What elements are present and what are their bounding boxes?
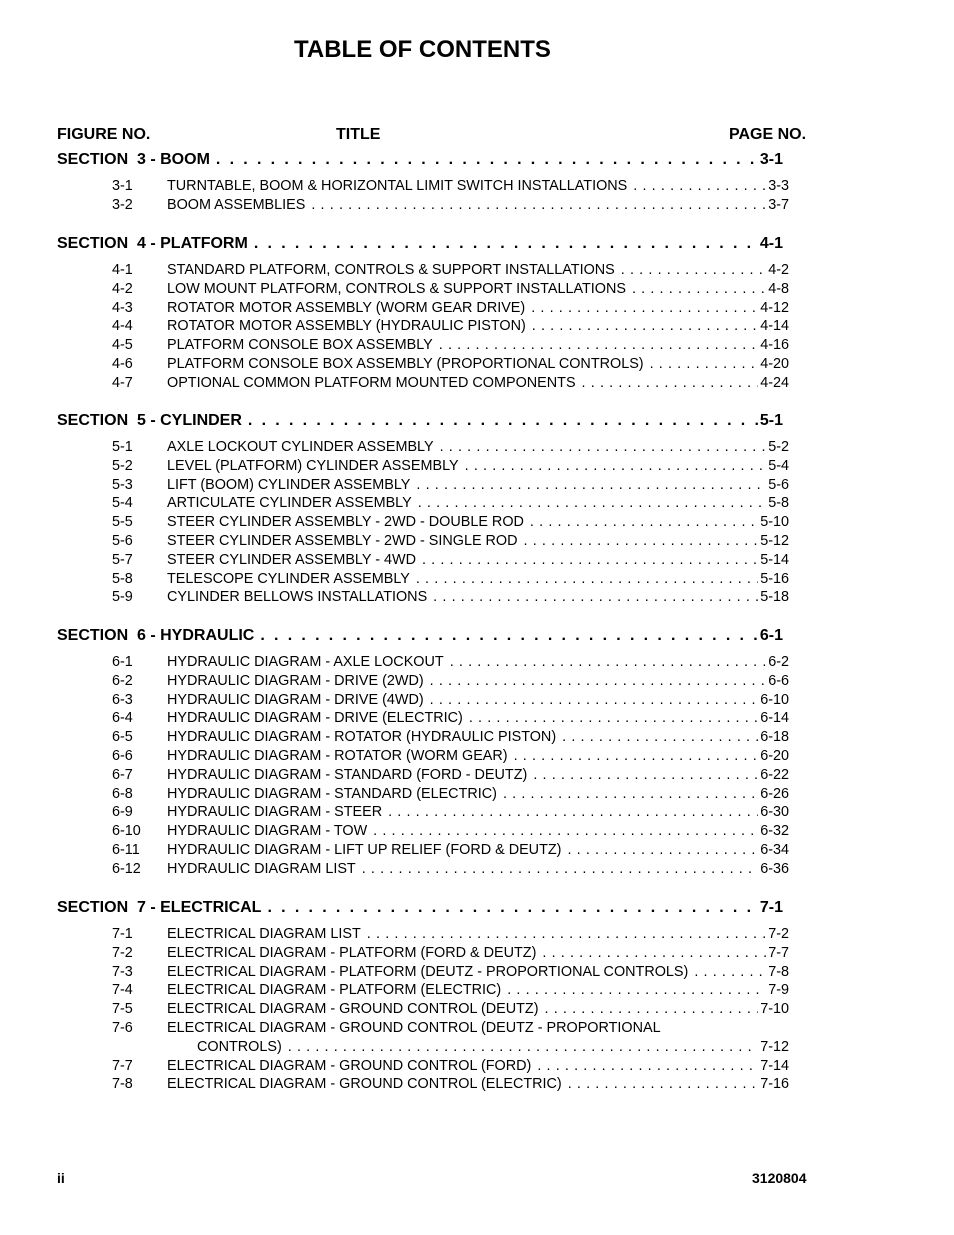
figure-title: TELESCOPE CYLINDER ASSEMBLY bbox=[167, 570, 410, 587]
figure-page-number: 5-18 bbox=[760, 589, 789, 606]
figure-number: 5-6 bbox=[112, 533, 133, 549]
figure-title: STEER CYLINDER ASSEMBLY - 2WD - DOUBLE ROD bbox=[167, 514, 524, 531]
toc-entry[interactable] bbox=[112, 691, 789, 709]
figure-page-number: 7-14 bbox=[760, 1057, 789, 1074]
section-heading[interactable] bbox=[57, 150, 783, 170]
figure-page-number: 5-2 bbox=[768, 439, 789, 455]
figure-title: HYDRAULIC DIAGRAM - DRIVE (ELECTRIC) bbox=[167, 710, 463, 727]
dot-leader bbox=[465, 457, 767, 475]
figure-title: ELECTRICAL DIAGRAM - GROUND CONTROL (FORD) bbox=[167, 1057, 532, 1074]
figure-title: ELECTRICAL DIAGRAM LIST bbox=[167, 926, 361, 942]
section-label: SECTION 7 - ELECTRICAL bbox=[57, 899, 262, 916]
dot-leader bbox=[562, 728, 758, 746]
dot-leader bbox=[418, 494, 766, 512]
dot-leader bbox=[440, 438, 767, 456]
figure-number: 4-7 bbox=[112, 374, 133, 391]
section-label: SECTION 6 - HYDRAULIC bbox=[57, 627, 255, 644]
figure-number: 4-6 bbox=[112, 356, 133, 372]
figure-title: ELECTRICAL DIAGRAM - GROUND CONTROL (DEUTZ - PROPORTIONAL bbox=[167, 1020, 661, 1036]
dot-leader bbox=[533, 766, 758, 784]
figure-page-number: 3-3 bbox=[768, 178, 789, 194]
toc-entry[interactable] bbox=[112, 963, 789, 981]
dot-leader bbox=[530, 513, 758, 531]
toc-entry[interactable] bbox=[112, 747, 789, 765]
figure-number: 6-7 bbox=[112, 766, 133, 783]
figure-number: 4-3 bbox=[112, 299, 133, 316]
column-header-page: PAGE NO. bbox=[729, 126, 807, 143]
figure-number: 7-7 bbox=[112, 1057, 133, 1074]
figure-number: 6-9 bbox=[112, 804, 133, 821]
dot-leader bbox=[416, 570, 758, 588]
section-page-number: 4-1 bbox=[759, 235, 783, 252]
figure-title: HYDRAULIC DIAGRAM - AXLE LOCKOUT bbox=[167, 654, 444, 670]
dot-leader bbox=[621, 261, 766, 279]
page-title: TABLE OF CONTENTS bbox=[294, 36, 551, 63]
dot-leader bbox=[545, 1000, 759, 1018]
figure-number: 4-1 bbox=[112, 262, 133, 278]
figure-page-number: 3-7 bbox=[768, 196, 789, 213]
figure-page-number: 6-10 bbox=[760, 691, 789, 708]
figure-number: 7-5 bbox=[112, 1001, 133, 1018]
figure-title: LIFT (BOOM) CYLINDER ASSEMBLY bbox=[167, 476, 411, 493]
dot-leader bbox=[388, 803, 758, 821]
figure-page-number: 7-2 bbox=[768, 926, 789, 942]
dot-leader bbox=[254, 234, 758, 254]
figure-number: 5-9 bbox=[112, 589, 133, 606]
figure-page-number: 5-6 bbox=[768, 476, 789, 493]
dot-leader bbox=[433, 588, 758, 606]
dot-leader bbox=[430, 691, 759, 709]
figure-number: 6-10 bbox=[112, 823, 141, 840]
figure-page-number: 6-26 bbox=[760, 785, 789, 802]
dot-leader bbox=[267, 898, 757, 918]
figure-page-number: 6-34 bbox=[760, 842, 789, 858]
figure-page-number: 5-12 bbox=[760, 533, 789, 549]
figure-title: BOOM ASSEMBLIES bbox=[167, 196, 306, 213]
dot-leader bbox=[469, 709, 758, 727]
figure-title: HYDRAULIC DIAGRAM - ROTATOR (HYDRAULIC PISTON) bbox=[167, 729, 557, 746]
footer-document-number: 3120804 bbox=[752, 1170, 807, 1186]
figure-title: STANDARD PLATFORM, CONTROLS & SUPPORT INSTALLATIONS bbox=[167, 262, 615, 278]
toc-entry[interactable] bbox=[112, 317, 789, 335]
dot-leader bbox=[248, 411, 758, 431]
figure-page-number: 7-8 bbox=[768, 963, 789, 980]
figure-title: ROTATOR MOTOR ASSEMBLY (WORM GEAR DRIVE) bbox=[167, 299, 526, 316]
section-heading[interactable] bbox=[57, 898, 783, 918]
dot-leader bbox=[416, 476, 766, 494]
figure-title: HYDRAULIC DIAGRAM - TOW bbox=[167, 823, 368, 840]
toc-entry[interactable] bbox=[112, 841, 789, 859]
figure-page-number: 6-6 bbox=[768, 672, 789, 689]
figure-title: HYDRAULIC DIAGRAM - DRIVE (4WD) bbox=[167, 691, 424, 708]
dot-leader bbox=[514, 747, 759, 765]
toc-entry[interactable] bbox=[112, 785, 789, 803]
figure-title: STEER CYLINDER ASSEMBLY - 2WD - SINGLE ROD bbox=[167, 533, 518, 549]
dot-leader bbox=[216, 150, 758, 170]
figure-title: ELECTRICAL DIAGRAM - GROUND CONTROL (DEUTZ) bbox=[167, 1001, 539, 1018]
figure-page-number: 5-4 bbox=[768, 457, 789, 474]
figure-title: HYDRAULIC DIAGRAM - DRIVE (2WD) bbox=[167, 672, 424, 689]
dot-leader bbox=[288, 1038, 758, 1056]
figure-page-number: 5-16 bbox=[760, 570, 789, 587]
figure-page-number: 6-2 bbox=[768, 654, 789, 670]
figure-title: ELECTRICAL DIAGRAM - PLATFORM (DEUTZ - PROPORTIONAL CONTROLS) bbox=[167, 963, 689, 980]
figure-page-number: 6-18 bbox=[760, 729, 789, 746]
figure-page-number: 7-9 bbox=[768, 982, 789, 999]
figure-title: HYDRAULIC DIAGRAM - STANDARD (FORD - DEUTZ) bbox=[167, 766, 528, 783]
dot-leader bbox=[422, 551, 758, 569]
figure-title: HYDRAULIC DIAGRAM - STANDARD (ELECTRIC) bbox=[167, 785, 497, 802]
section-label: SECTION 5 - CYLINDER bbox=[57, 412, 242, 429]
toc-entry[interactable] bbox=[112, 728, 789, 746]
figure-title: HYDRAULIC DIAGRAM LIST bbox=[167, 860, 356, 877]
dot-leader bbox=[531, 299, 758, 317]
column-header-figure: FIGURE NO. bbox=[57, 126, 151, 143]
toc-entry[interactable] bbox=[112, 177, 789, 195]
figure-page-number: 4-12 bbox=[760, 299, 789, 316]
figure-number: 5-8 bbox=[112, 570, 133, 587]
toc-entry[interactable] bbox=[112, 925, 789, 943]
figure-number: 7-8 bbox=[112, 1076, 133, 1093]
toc-entry[interactable] bbox=[112, 822, 789, 840]
dot-leader bbox=[633, 177, 766, 195]
toc-entry[interactable] bbox=[112, 1075, 789, 1093]
figure-page-number: 5-10 bbox=[760, 514, 789, 531]
figure-page-number: 6-30 bbox=[760, 804, 789, 821]
figure-number: 7-6 bbox=[112, 1020, 133, 1036]
dot-leader bbox=[450, 653, 767, 671]
toc-entry[interactable] bbox=[112, 672, 789, 690]
toc-entry[interactable] bbox=[112, 766, 789, 784]
dot-leader bbox=[373, 822, 758, 840]
figure-number: 5-4 bbox=[112, 495, 133, 512]
dot-leader bbox=[367, 925, 766, 943]
toc-entry[interactable] bbox=[112, 261, 789, 279]
toc-entry[interactable] bbox=[112, 494, 789, 512]
figure-title: CYLINDER BELLOWS INSTALLATIONS bbox=[167, 589, 428, 606]
toc-entry[interactable] bbox=[112, 551, 789, 569]
dot-leader bbox=[311, 196, 766, 214]
figure-title: ARTICULATE CYLINDER ASSEMBLY bbox=[167, 495, 412, 512]
toc-entry[interactable] bbox=[112, 374, 789, 392]
dot-leader bbox=[632, 280, 766, 298]
toc-entry[interactable] bbox=[112, 653, 789, 671]
section-heading[interactable] bbox=[57, 626, 783, 646]
dot-leader bbox=[567, 841, 758, 859]
dot-leader bbox=[542, 944, 766, 962]
figure-number: 6-2 bbox=[112, 672, 133, 689]
figure-page-number: 7-12 bbox=[760, 1038, 789, 1055]
toc-entry-continuation[interactable] bbox=[112, 1038, 789, 1056]
figure-title: ELECTRICAL DIAGRAM - PLATFORM (ELECTRIC) bbox=[167, 982, 502, 999]
dot-leader bbox=[260, 626, 758, 646]
toc-entry[interactable] bbox=[112, 476, 789, 494]
figure-page-number: 5-14 bbox=[760, 551, 789, 568]
figure-number: 7-1 bbox=[112, 926, 133, 942]
toc-entry[interactable] bbox=[112, 860, 789, 878]
dot-leader bbox=[537, 1057, 758, 1075]
figure-page-number: 4-8 bbox=[768, 280, 789, 297]
toc-entry[interactable] bbox=[112, 438, 789, 456]
section-page-number: 3-1 bbox=[759, 151, 783, 168]
figure-page-number: 6-22 bbox=[760, 766, 789, 783]
dot-leader bbox=[568, 1075, 758, 1093]
toc-entry[interactable] bbox=[112, 1000, 789, 1018]
figure-page-number: 7-7 bbox=[768, 944, 789, 961]
figure-title: AXLE LOCKOUT CYLINDER ASSEMBLY bbox=[167, 439, 434, 455]
toc-entry[interactable] bbox=[112, 944, 789, 962]
toc-entry[interactable] bbox=[112, 336, 789, 354]
section-heading[interactable] bbox=[57, 234, 783, 254]
footer-page-number: ii bbox=[57, 1170, 65, 1186]
figure-number: 6-6 bbox=[112, 748, 133, 764]
toc-entry[interactable] bbox=[112, 196, 789, 214]
figure-title: ROTATOR MOTOR ASSEMBLY (HYDRAULIC PISTON) bbox=[167, 318, 526, 335]
figure-title: HYDRAULIC DIAGRAM - LIFT UP RELIEF (FORD & DEUTZ) bbox=[167, 842, 562, 858]
figure-number: 4-5 bbox=[112, 337, 133, 354]
figure-page-number: 4-14 bbox=[760, 318, 789, 335]
section-page-number: 6-1 bbox=[759, 627, 783, 644]
dot-leader bbox=[582, 374, 759, 392]
dot-leader bbox=[524, 532, 759, 550]
figure-title: OPTIONAL COMMON PLATFORM MOUNTED COMPONENTS bbox=[167, 374, 576, 391]
figure-title: STEER CYLINDER ASSEMBLY - 4WD bbox=[167, 551, 416, 568]
toc-entry[interactable] bbox=[112, 1019, 789, 1037]
figure-number: 6-1 bbox=[112, 654, 133, 670]
section-label: SECTION 4 - PLATFORM bbox=[57, 235, 248, 252]
toc-entry[interactable] bbox=[112, 513, 789, 531]
figure-page-number: 4-16 bbox=[760, 337, 789, 354]
section-heading[interactable] bbox=[57, 411, 783, 431]
toc-entry[interactable] bbox=[112, 981, 789, 999]
toc-entry[interactable] bbox=[112, 803, 789, 821]
figure-title: HYDRAULIC DIAGRAM - STEER bbox=[167, 804, 383, 821]
figure-page-number: 6-20 bbox=[760, 748, 789, 764]
figure-title: ELECTRICAL DIAGRAM - GROUND CONTROL (ELECTRIC) bbox=[167, 1076, 562, 1093]
figure-title: LOW MOUNT PLATFORM, CONTROLS & SUPPORT INSTALLATIONS bbox=[167, 280, 626, 297]
toc-entry[interactable] bbox=[112, 532, 789, 550]
figure-number: 4-4 bbox=[112, 318, 133, 335]
figure-number: 6-11 bbox=[112, 842, 140, 858]
section-page-number: 5-1 bbox=[759, 412, 783, 429]
toc-entry[interactable] bbox=[112, 588, 789, 606]
figure-page-number: 7-16 bbox=[760, 1076, 789, 1093]
figure-page-number: 5-8 bbox=[768, 495, 789, 512]
figure-number: 6-4 bbox=[112, 710, 133, 727]
figure-number: 5-5 bbox=[112, 514, 133, 531]
figure-number: 5-3 bbox=[112, 476, 133, 493]
figure-number: 6-3 bbox=[112, 691, 133, 708]
dot-leader bbox=[694, 963, 766, 981]
figure-title: TURNTABLE, BOOM & HORIZONTAL LIMIT SWITCH INSTALLATIONS bbox=[167, 178, 628, 194]
figure-title: PLATFORM CONSOLE BOX ASSEMBLY (PROPORTIONAL CONTROLS) bbox=[167, 356, 644, 372]
figure-number: 3-1 bbox=[112, 178, 133, 194]
figure-page-number: 6-14 bbox=[760, 710, 789, 727]
figure-number: 7-3 bbox=[112, 963, 133, 980]
figure-number: 6-8 bbox=[112, 785, 133, 802]
dot-leader bbox=[650, 355, 759, 373]
figure-title: PLATFORM CONSOLE BOX ASSEMBLY bbox=[167, 337, 433, 354]
toc-entry[interactable] bbox=[112, 1057, 789, 1075]
figure-title: LEVEL (PLATFORM) CYLINDER ASSEMBLY bbox=[167, 457, 459, 474]
figure-number: 7-4 bbox=[112, 982, 133, 999]
toc-entry[interactable] bbox=[112, 457, 789, 475]
figure-number: 5-7 bbox=[112, 551, 133, 568]
section-label: SECTION 3 - BOOM bbox=[57, 151, 210, 168]
figure-page-number: 4-20 bbox=[760, 356, 789, 372]
toc-entry[interactable] bbox=[112, 570, 789, 588]
figure-page-number: 7-10 bbox=[760, 1001, 789, 1018]
dot-leader bbox=[503, 785, 758, 803]
figure-page-number: 4-2 bbox=[768, 262, 789, 278]
section-page-number: 7-1 bbox=[759, 899, 783, 916]
figure-number: 5-1 bbox=[112, 439, 133, 455]
figure-page-number: 6-32 bbox=[760, 823, 789, 840]
toc-entry[interactable] bbox=[112, 280, 789, 298]
figure-page-number: 4-24 bbox=[760, 374, 789, 391]
figure-number: 3-2 bbox=[112, 196, 133, 213]
toc-entry[interactable] bbox=[112, 355, 789, 373]
figure-number: 6-12 bbox=[112, 860, 141, 877]
figure-number: 4-2 bbox=[112, 280, 133, 297]
toc-entry[interactable] bbox=[112, 709, 789, 727]
dot-leader bbox=[507, 981, 766, 999]
dot-leader bbox=[532, 317, 758, 335]
column-header-title: TITLE bbox=[336, 126, 381, 143]
figure-title: ELECTRICAL DIAGRAM - PLATFORM (FORD & DEUTZ) bbox=[167, 944, 537, 961]
figure-title-continuation: CONTROLS) bbox=[197, 1038, 282, 1055]
figure-page-number: 6-36 bbox=[760, 860, 789, 877]
dot-leader bbox=[430, 672, 767, 690]
dot-leader bbox=[362, 860, 758, 878]
figure-number: 5-2 bbox=[112, 457, 133, 474]
toc-entry[interactable] bbox=[112, 299, 789, 317]
figure-number: 7-2 bbox=[112, 944, 133, 961]
figure-title: HYDRAULIC DIAGRAM - ROTATOR (WORM GEAR) bbox=[167, 748, 508, 764]
dot-leader bbox=[439, 336, 758, 354]
figure-number: 6-5 bbox=[112, 729, 133, 746]
